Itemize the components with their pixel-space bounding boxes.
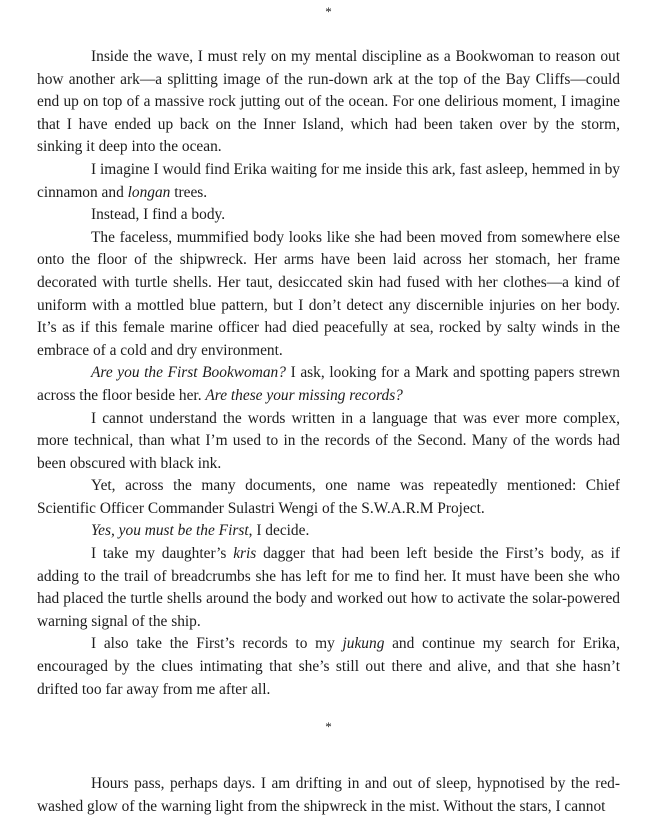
text-run: I cannot understand the words written in a language that was ever more complex, more technical, than what I’m used to in the records of the Second. Many of the words had been obscured with black ink. [37,409,620,472]
paragraph [37,520,620,543]
text-run: Instead, I find a body. [91,206,226,224]
text-run: I take my daughter’s [91,545,234,563]
text-run: Yet, across the many documents, one name was repeatedly mentioned: Chief Scientific Officer Commander Sulastri Wengi of the S.W.A.R.M Project. [37,477,620,517]
paragraph [37,475,620,520]
text-run: Hours pass, perhaps days. I am drifting in and out of sleep, hypnotised by the red-washed glow of the warning light from the shipwreck in the mist. Without the stars, I cannot [37,775,620,815]
section-break-top: * [325,4,332,19]
paragraph [37,227,620,363]
text-run: I ask, looking for a Mark and spotting papers strewn across the floor beside her. [37,364,620,404]
italic-text: jukung [342,635,385,653]
paragraph [37,773,620,818]
text-run: trees. [170,183,208,201]
paragraph [37,159,620,204]
section-break-middle: * [325,719,332,735]
italic-text: Are these your missing records? [205,386,403,404]
italic-text: kris [233,545,257,563]
text-run: and continue my search for Erika, encouraged by the clues intimating that she’s still out there and alive, and that she hasn’t drifted too far away from me after all. [37,635,620,698]
italic-text: Yes, you must be the First [91,522,249,540]
paragraph [37,633,620,701]
text-run: , I decide. [248,522,310,540]
italic-text: longan [127,183,171,201]
text-run: Inside the wave, I must rely on my mental discipline as a Bookwoman to reason out how another ark—a splitting image of the run-down ark at the top of the Bay Cliffs—could end up on top of a massive rock jutting out of the ocean. For one delirious moment, I imagine that I have ended up back on the Inner Island, which had been taken over by the storm, sinking it deep into the ocean. [37,48,620,156]
paragraph [37,46,620,159]
paragraph [37,543,620,633]
text-run: I also take the First’s records to my [91,635,343,653]
text-run: The faceless, mummified body looks like she had been moved from somewhere else onto the floor of the shipwreck. Her arms have been laid across her stomach, her frame decorated with turtle shells. Her taut, desiccated skin had fused with her clothes—a kind of uniform with a mottled blue pattern, but I don’t detect any discernible injuries on her body. It’s as if this female marine officer had died peacefully at sea, rocked by salty winds in the embrace of a cold and dry environment. [37,228,620,359]
text-run: dagger that had been left beside the First’s body, as if adding to the trail of breadcrumbs she has left for me to find her. It must have been she who had placed the turtle shells around the body and worked out how to activate the solar-powered warning signal of the ship. [37,545,620,630]
paragraph [37,362,620,407]
paragraph [37,408,620,476]
text-run: I imagine I would find Erika waiting for me inside this ark, fast asleep, hemmed in by cinnamon and [37,160,620,201]
paragraph [37,204,620,227]
italic-text: Are you the First Bookwoman? [91,364,286,382]
